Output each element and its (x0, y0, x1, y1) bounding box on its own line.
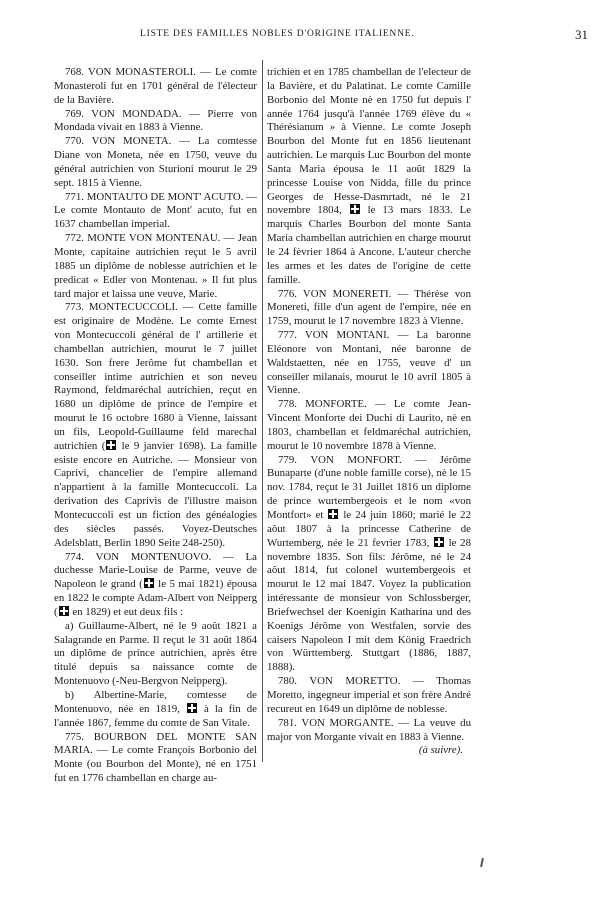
death-cross-icon (187, 703, 197, 713)
entry-774-a: a) Guillaume-Albert, né le 9 août 1821 a Salagrande en Parme. Il reçut le 31 août 1864 un diplôme de prince autrichien, après être titulé depuis sa naissance comte de Montenuovo (-Neu-Bergvon Neipperg). (54, 619, 257, 688)
death-cross-icon (106, 440, 116, 450)
entry-775-continued: trichien et en 1785 chambellan de l'electeur de la Bavière, et du Palatinat. Le comte Camille Borbonio del Monte nè en 1750 fut depuis l' année 1764 jusqu'à l'année 1769 élève du « Thérésianum » à Vienne. Le comte Joseph Bourbon del Monte fut en 1856 lieutenant autrichien. Le marquis Luc Bourbon del monte Santa Maria épousa le 11 août 1829 la princesse Louise von Nidda, fille du prince Georges de Hesse-Dasmrtadt, né le 21 novembre 1804, le 13 mars 1833. Le marquis Charles Bourbon del monte Santa Maria chambellan autrichien en charge mourut le 24 fèvrier 1864 à Ancone. L'auteur cherche les armes et les dates de l'origine de cette famille. (267, 66, 472, 286)
entry-771: 771. MONTAUTO DE MONT' ACUTO. — Le comte Montauto de Mont' acuto, fut en 1637 chambellan imperial. (54, 190, 257, 231)
entry-777: 777. VON MONTANI. — La baronne Eléonore von Montani, née baronne de Waldstaetten, née en 1755, veuve d' un conseiller milanais, mourut le 10 avril 1805 à Vienne. (267, 329, 471, 397)
right-column (267, 66, 471, 758)
entry-774-b: b) Albertine-Marie, comtesse de Montenuovo, née en 1819, à la fin de l'année 1867, femme du comte de San Vitale. (54, 688, 257, 729)
left-column (54, 66, 257, 786)
entry-774: 774. VON MONTENUOVO. — La duchesse Marie-Louise de Parme, veuve de Napoleon le grand ( le 5 mai 1821) épousa en 1822 le compte Adam-Albert von Neipperg ( en 1829) et eut deux fils : (54, 550, 257, 618)
entry-772: 772. MONTE VON MONTENAU. — Jean Monte, capitaine autrichien reçut le 5 avril 1885 un diplôme de noblesse autrichien et le predicat « Edler von Montenau. » Il fut plus tard major et laissa une veuve, Marie. (54, 232, 257, 300)
entry-780: 780. VON MORETTO. — Thomas Moretto, ingegneur imperial et son frère André recureut en 1649 un diplôme de noblesse. (267, 675, 471, 715)
entry-773: 773. MONTECUCCOLI. — Cette famille est originaire de Modène. Le comte Ernest von Montecuccoli général de l' artillerie et chambellan autrichien, mourut le 7 juillet 1630. Son frere Jerôme fut chambellan et conseiller intime autrichien et son neveu Raymond, feldmaréchal autrichien, reçut en 1680 un diplôme de prince de l'empire et mourut le 16 octobre 1680 à Vienne, laissant un fils, Leopold-Guillaume feld marechal autrichien ( le 9 janvier 1698). La famille esiste encore en Autriche. — Monsieur von Caprivi, chancelier de l'empire allemand n'appartient à la famille Montecuccoli. La derivation des Caprivis de l'illustre maison Montecuccoli est un fiction des généalogies des siècles passés. Voyez-Deutsches Adelsblatt, Berlin 1890 Seite 248-250). (54, 301, 257, 549)
death-cross-icon (434, 537, 444, 547)
entry-768: 768. VON MONASTEROLI. — Le comte Monasteroli fut en 1701 général de l'électeur de la Bavière. (54, 66, 257, 106)
entry-779: 779. VON MONFORT. — Jérôme Bunaparte (d'une noble famille corse), nè le 15 nov. 1784, reçut le 31 Juillet 1816 un diplome de prince wurtembergeois et le nom «von Montfort» et le 24 juin 1860; marié le 22 aôut 1807 à la princesse Catherine de Wurtemberg, née le 21 fevrier 1783, le 28 novembre 1835. Son fils: Jérôme, né le 24 aôut 1814, fut colonel wurtembergeois et mourut le 12 mai 1847. Voyez la publication intéressante de monsieur von Schlossberger, Briefwechsel der Koenigin Katharina und des Koenigs Jérôme von Westfalen, sorvie des caisers Napoleon I mit dem König Fraedrich von Württemberg. Stuttgart (1886, 1887, 1888). (267, 453, 471, 674)
death-cross-icon (144, 578, 154, 588)
column-divider (262, 60, 263, 762)
death-cross-icon (59, 606, 69, 616)
entry-769: 769. VON MONDADA. — Pierre von Mondada vivait en 1883 à Vienne. (54, 107, 257, 134)
entry-775: 775. BOURBON DEL MONTE SAN MARIA. — Le comte François Borbonio del Monte (ou Bourbon del Monte), né en 1751 fut en 1776 chambellan en charge au- (54, 730, 257, 785)
page-number: 31 (575, 27, 588, 42)
to-be-continued: (à suivre). (418, 744, 463, 757)
death-cross-icon (350, 204, 360, 214)
entry-770: 770. VON MONETA. — La comtesse Diane von Moneta, née en 1750, veuve du général autrichien von Sturioni mourut le 29 sept. 1815 à Vienne. (54, 135, 257, 189)
entry-776: 776. VON MONERETI. — Thérèse von Monereti, fille d'un agent de l'empire, née en 1759, mourut le 17 novembre 1823 à Vienne. (267, 287, 471, 328)
entry-781: 781. VON MORGANTE. — La veuve du major von Morgante vivait en 1883 à Vienne. (267, 716, 471, 743)
running-title: LISTE DES FAMILLES NOBLES D'ORIGINE ITALIENNE. (140, 29, 415, 39)
death-cross-icon (328, 509, 338, 519)
stray-mark (480, 858, 484, 867)
running-header (45, 27, 588, 43)
entry-778: 778. MONFORTE. — Le comte Jean-Vincent Monforte dei Duchi di Laurito, nè en 1803, chambellan et feldmaréchal autrichien, mourut le 10 novembre 1878 à Vienne. (267, 398, 471, 452)
